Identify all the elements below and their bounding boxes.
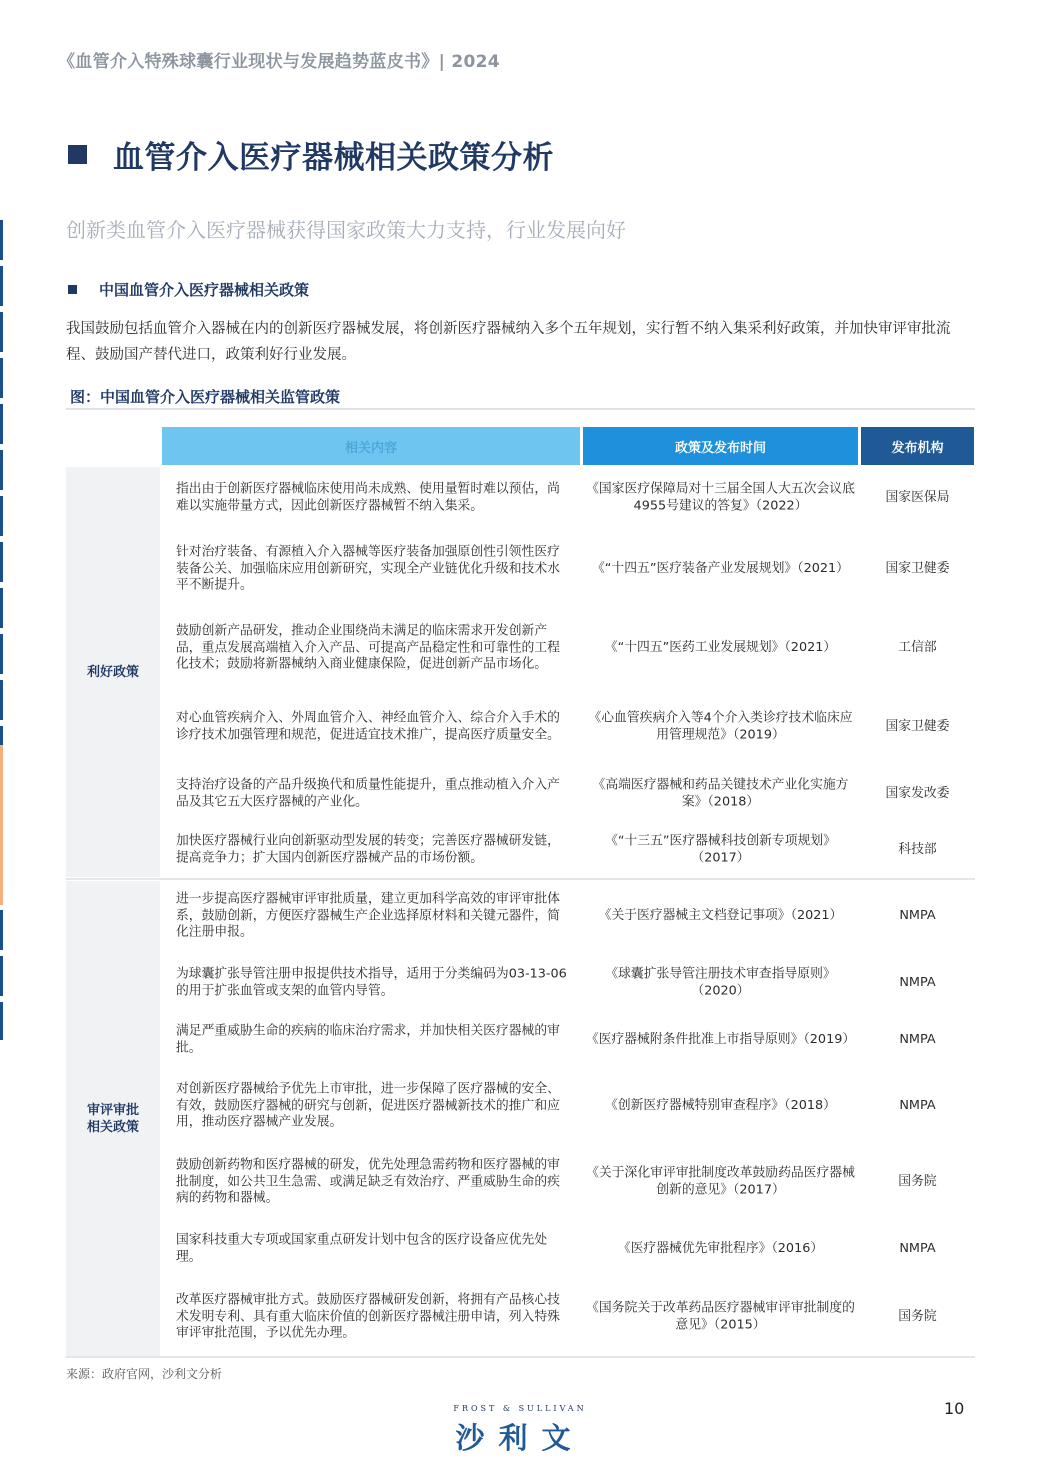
row-policy: 《心血管疾病介入等4个介入类诊疗技术临床应用管理规范》（2019）: [588, 710, 853, 742]
row-content: 满足严重威胁生命的疾病的临床治疗需求，并加快相关医疗器械的审批。: [176, 1023, 560, 1055]
section-heading-row: [68, 279, 309, 300]
category-label-favorable: 利好政策: [86, 665, 139, 680]
row-org: 国务院: [898, 1308, 937, 1324]
report-header: 《血管介入特殊球囊行业现状与发展趋势蓝皮书》| 2024: [58, 52, 500, 72]
page-title: 血管介入医疗器械相关政策分析: [113, 140, 554, 176]
row-content: 支持治疗设备的产品升级换代和质量性能提升，重点推动植入介入产品及其它五大医疗器械的产业化。: [176, 777, 560, 809]
row-content: 对心血管疾病介入、外周血管介入、神经血管介入、综合介入手术的诊疗技术加强管理和规范，促进适宜技术推广，提高医疗质量安全。: [176, 710, 560, 742]
title-row: [68, 132, 554, 177]
figure-title-rule: [66, 408, 975, 410]
source-note: 来源：政府官网，沙利文分析: [66, 1367, 223, 1381]
row-content: 进一步提高医疗器械审评审批质量，建立更加科学高效的审评审批体系，鼓励创新，方便医疗器械生产企业选择原材料和关键元器件，简化注册申报。: [176, 891, 560, 940]
row-policy: 《国家医疗保障局对十三届全国人大五次会议底4955号建议的答复》（2022）: [586, 481, 855, 513]
row-org: NMPA: [899, 1240, 936, 1256]
row-content: 改革医疗器械审批方式。鼓励医疗器械研发创新，将拥有产品核心技术发明专利、具有重大临床价值的创新医疗器械注册申请，列入特殊审评审批范围，予以优先办理。: [176, 1292, 560, 1341]
section-heading: 中国血管介入医疗器械相关政策: [99, 281, 310, 299]
row-org: NMPA: [899, 1097, 936, 1113]
group-divider: [66, 878, 975, 880]
row-org: NMPA: [899, 974, 936, 990]
figure-title: 图：中国血管介入医疗器械相关监管政策: [70, 388, 341, 406]
logo-chinese: 沙利文: [455, 1421, 585, 1455]
row-org: NMPA: [899, 1031, 936, 1047]
logo-english: FROST & SULLIVAN: [453, 1404, 587, 1413]
row-org: 工信部: [898, 639, 937, 655]
page-subtitle: 创新类血管介入医疗器械获得国家政策大力支持，行业发展向好: [66, 218, 626, 242]
row-content: 国家科技重大专项或国家重点研发计划中包含的医疗设备应优先处理。: [176, 1232, 548, 1264]
row-policy: 《“十三五”医疗器械科技创新专项规划》（2017）: [605, 833, 836, 865]
row-content: 鼓励创新产品研发，推动企业围绕尚未满足的临床需求开发创新产品，重点发展高端植入介入产品、可提高产品稳定性和可靠性的工程化技术；鼓励将新器械纳入商业健康保险，促进创新产品市场化。: [176, 623, 560, 672]
table-header-content: 相关内容: [162, 427, 580, 465]
row-policy: 《“十四五”医药工业发展规划》（2021）: [604, 639, 837, 655]
category-label-review: [66, 1102, 160, 1136]
row-policy: 《关于深化审评审批制度改革鼓励药品医疗器械创新的意见》（2017）: [586, 1165, 855, 1197]
row-org: 科技部: [898, 841, 937, 857]
row-org: 国家卫健委: [885, 718, 950, 734]
row-content: 为球囊扩张导管注册申报提供技术指导，适用于分类编码为03-13-06的用于扩张血管或支架的血管内导管。: [176, 966, 567, 998]
row-policy: 《“十四五”医疗装备产业发展规划》（2021）: [592, 560, 849, 576]
edge-decoration: [0, 220, 3, 1040]
row-org: 国家卫健委: [885, 560, 950, 576]
row-content: 加快医疗器械行业向创新驱动型发展的转变；完善医疗器械研发链，提高竞争力；扩大国内创新医疗器械产品的市场份额。: [176, 833, 560, 865]
row-policy: 《国务院关于改革药品医疗器械审评审批制度的意见》（2015）: [586, 1300, 855, 1332]
row-org: 国家发改委: [885, 785, 950, 801]
table-bottom-rule: [66, 1356, 975, 1358]
section-square-icon: [68, 285, 77, 294]
row-policy: 《球囊扩张导管注册技术审查指导原则》（2020）: [605, 966, 836, 998]
row-policy: 《关于医疗器械主文档登记事项》（2021）: [598, 907, 843, 923]
row-policy: 《医疗器械优先审批程序》（2016）: [617, 1240, 824, 1256]
title-square-icon: [68, 145, 87, 164]
edge-decoration-accent: [0, 745, 3, 905]
row-policy: 《高端医疗器械和药品关键技术产业化实施方案》（2018）: [592, 777, 849, 809]
row-org: 国家医保局: [885, 489, 950, 505]
row-content: 针对治疗装备、有源植入介入器械等医疗装备加强原创性引领性医疗装备公关、加强临床应用创新研究，实现全产业链优化升级和技术水平不断提升。: [176, 544, 560, 593]
row-policy: 《创新医疗器械特别审查程序》（2018）: [605, 1097, 836, 1113]
intro-paragraph: 我国鼓励包括血管介入器械在内的创新医疗器械发展，将创新医疗器械纳入多个五年规划，实行暂不纳入集采利好政策，并加快审评审批流程、鼓励国产替代进口，政策利好行业发展。: [66, 321, 951, 363]
row-content: 鼓励创新药物和医疗器械的研发，优先处理急需药物和医疗器械的审批制度，如公共卫生急需、或满足缺乏有效治疗、严重威胁生命的疾病的药物和器械。: [176, 1157, 560, 1206]
row-policy: 《医疗器械附条件批准上市指导原则》（2019）: [585, 1031, 856, 1047]
row-org: NMPA: [899, 907, 936, 923]
row-content: 指出由于创新医疗器械临床使用尚未成熟、使用量暂时难以预估，尚难以实施带量方式，因此创新医疗器械暂不纳入集采。: [176, 481, 560, 513]
row-org: 国务院: [898, 1173, 937, 1189]
table-header-org: 发布机构: [861, 427, 974, 465]
page-number: 10: [944, 1399, 965, 1418]
category-label-review-text: 审评审批相关政策: [86, 1103, 139, 1135]
row-content: 对创新医疗器械给予优先上市审批，进一步保障了医疗器械的安全、有效，鼓励医疗器械的研究与创新，促进医疗器械新技术的推广和应用，推动医疗器械产业发展。: [176, 1081, 560, 1130]
table-header-policy: 政策及发布时间: [583, 427, 858, 465]
